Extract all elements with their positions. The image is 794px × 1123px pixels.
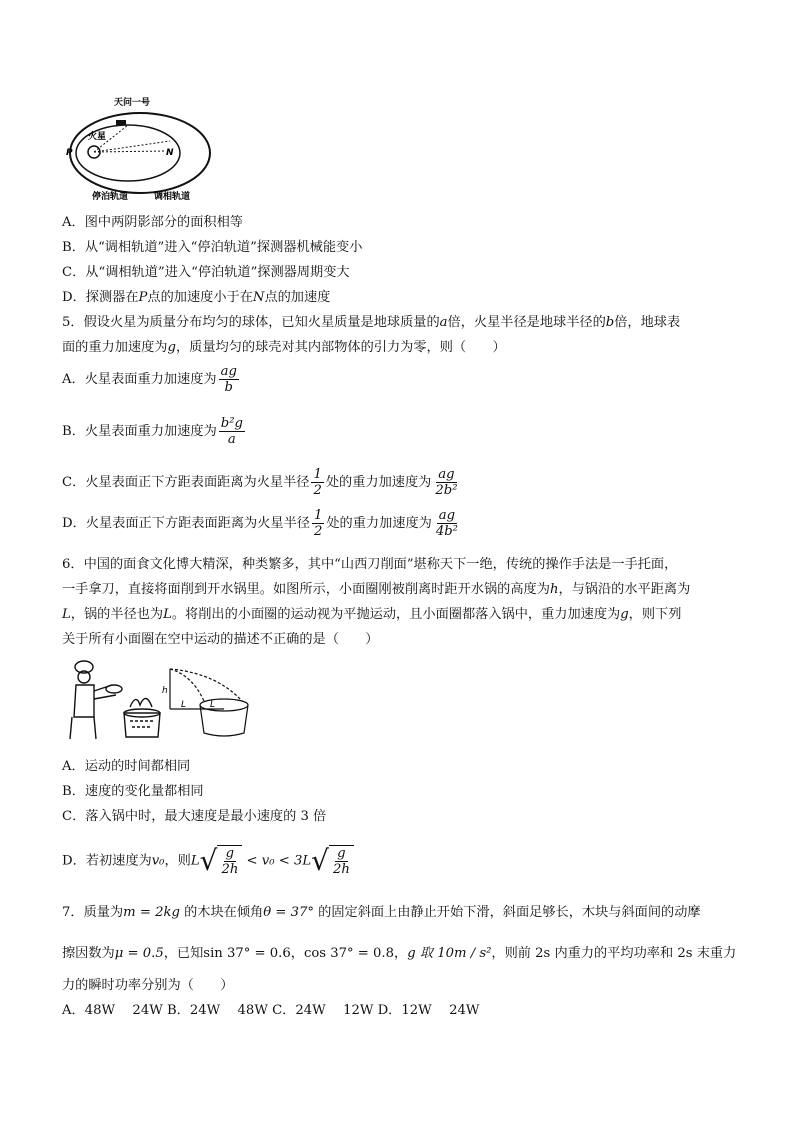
q7-text: 7．质量为 [62, 905, 124, 920]
q6-d-L: L [190, 853, 200, 869]
q5-text: 5．假设火星为质量分布均匀的球体，已知火星质量是地球质量的 [62, 315, 440, 330]
q7-mass: m = 2kg [123, 905, 180, 920]
numerator: ag [220, 364, 237, 379]
q6-stem-line4: 关于所有小面圈在空中运动的描述不正确的是（ ） [62, 632, 379, 647]
q6-h-var: h [549, 582, 559, 597]
q6-d-text: ，则 [164, 853, 191, 869]
q6-option-d [62, 845, 354, 877]
q7-stem-line3: 力的瞬时功率分别为（ ） [62, 978, 234, 993]
q5-text: ，质量均匀的球壳对其内部物体的引力为零，则（ ） [175, 340, 506, 355]
q6-L-var: L [163, 607, 172, 622]
q6-stem-line1: 6．中国的面食文化博大精深，种类繁多，其中“山西刀削面”堪称天下一绝，传统的操作手法是一手托面， [62, 557, 678, 572]
denominator: b [224, 380, 233, 395]
q7-g: g 取 10m / s² [407, 946, 492, 961]
q7-sin: sin 37° = 0.6 [203, 946, 291, 961]
q4-d-N: N [252, 290, 265, 305]
q5-text: 倍，地球表 [614, 315, 681, 330]
denominator: 4b² [435, 524, 458, 539]
sqrt-expression: √ $\frac{g}{2h}$ [311, 845, 354, 877]
q5-stem-line2 [62, 339, 506, 357]
chef-illustration [70, 661, 122, 739]
q7-text: 的木块在倾角 [179, 905, 264, 920]
fig2-label-L1: L [181, 700, 187, 710]
fig1-label-parking: 停泊轨道 [92, 192, 129, 202]
orbit-figure [62, 95, 212, 207]
q7-stem-line2 [62, 945, 736, 963]
q7-text: ， [394, 946, 408, 961]
denominator: 2 [313, 483, 322, 498]
numerator: b²g [220, 416, 243, 431]
sqrt-expression: √ $\frac{g}{2h}$ [200, 845, 243, 877]
q7-text: ，已知 [163, 946, 204, 961]
q7-cos: cos 37° = 0.8 [303, 946, 395, 961]
q4-option-c: C．从“调相轨道”进入“停泊轨道”探测器周期变大 [62, 265, 350, 280]
q7-text: ， [290, 946, 304, 961]
q4-d-pre: D．探测器在 [62, 290, 139, 305]
q5-b-text: B．火星表面重力加速度为 [62, 424, 217, 439]
q5-text: 面的重力加速度为 [62, 340, 168, 355]
q6-option-b: B．速度的变化量都相同 [62, 784, 204, 799]
fig2-label-h: h [162, 686, 168, 696]
q6-stem-line3 [62, 606, 681, 624]
q6-option-c: C．落入锅中时，最大速度是最小速度的 3 倍 [62, 809, 327, 824]
denominator: 2h [332, 862, 350, 877]
q4-d-mid: 点的加速度小于在 [147, 290, 253, 305]
q5-g-var: g [167, 340, 176, 355]
q7-mu: μ = 0.5 [114, 946, 164, 961]
q6-L-var: L [62, 607, 71, 622]
q6-g-var: g [620, 607, 629, 622]
q5-option-a [62, 364, 241, 395]
q4-option-a: A．图中两阴影部分的面积相等 [62, 215, 243, 230]
q5-b-fraction [219, 416, 245, 447]
q4-d-P: P [138, 290, 148, 305]
q6-d-v0: v₀ [151, 853, 165, 869]
numerator: 1 [313, 467, 322, 482]
denominator: a [227, 432, 236, 447]
q5-option-d [62, 508, 462, 539]
fig1-label-mars: 火星 [88, 132, 107, 142]
q7-text: ，则前 2s 内重力的平均功率和 2s 末重力 [491, 946, 737, 961]
q6-d-text: D．若初速度为 [62, 853, 152, 869]
q6-text: ，锅的半径也为 [70, 607, 164, 622]
q5-text: 倍，火星半径是地球半径的 [447, 315, 606, 330]
fig1-label-phase: 调相轨道 [154, 192, 191, 202]
q7-angle: θ = 37° [263, 905, 314, 920]
q5-d-text2: 处的重力加速度为 [326, 516, 432, 531]
fig2-label-L2: L [210, 700, 216, 710]
noodle-figure [66, 655, 256, 745]
q5-option-c [62, 467, 461, 498]
q5-d-text: D．火星表面正下方距表面距离为火星半径 [62, 516, 310, 531]
q6-text: 一手拿刀，直接将面削到开水锅里。如图所示，小面圈刚被削离时距开水锅的高度为 [62, 582, 550, 597]
q5-stem-line1 [62, 314, 680, 332]
probe-icon [116, 120, 126, 125]
q5-c-text2: 处的重力加速度为 [325, 475, 432, 490]
q6-d-inequality: < v₀ < [242, 853, 294, 869]
q7-options: A．48W 24W B．24W 48W C．24W 12W D．12W 24W [62, 1003, 480, 1018]
q6-option-a: A．运动的时间都相同 [62, 759, 191, 774]
q4-option-d [62, 289, 330, 307]
q5-c-text: C．火星表面正下方距表面距离为火星半径 [62, 475, 310, 490]
q5-d-half [312, 508, 324, 539]
fig1-label-tianwen: 天问一号 [114, 98, 151, 108]
q5-a-var: a [439, 315, 448, 330]
numerator: g [225, 846, 235, 861]
q6-text: 。将削出的小面圈的运动视为平抛运动，且小面圈都落入锅中，重力加速度为 [171, 607, 621, 622]
q4-d-post: 点的加速度 [264, 290, 331, 305]
fig1-label-P: P [66, 148, 73, 158]
denominator: 2 [313, 524, 323, 539]
q6-text: ，则下列 [628, 607, 682, 622]
q5-d-fraction [434, 508, 460, 539]
q6-stem-line2 [62, 581, 690, 599]
numerator: ag [438, 467, 455, 482]
denominator: 2b² [435, 483, 458, 498]
q7-stem-line1 [62, 904, 701, 922]
fig1-label-N: N [166, 148, 174, 158]
q7-text: 擦因数为 [62, 946, 115, 961]
small-pot-illustration [124, 698, 160, 737]
q5-c-half [311, 467, 323, 498]
q5-a-fraction [219, 364, 239, 395]
q5-c-fraction [433, 467, 459, 498]
q6-text: ，与锅沿的水平距离为 [558, 582, 691, 597]
q4-option-b: B．从“调相轨道”进入“停泊轨道”探测器机械能变小 [62, 240, 363, 255]
q5-option-b [62, 416, 247, 447]
q5-a-text: A．火星表面重力加速度为 [62, 372, 217, 387]
numerator: g [337, 846, 346, 861]
numerator: ag [438, 508, 456, 523]
q7-text: 的固定斜面上由静止开始下滑，斜面足够长，木块与斜面间的动摩 [313, 905, 701, 920]
denominator: 2h [221, 862, 239, 877]
numerator: 1 [313, 508, 323, 523]
q6-d-3L: 3L [293, 853, 312, 869]
q5-b-var: b [605, 315, 615, 330]
